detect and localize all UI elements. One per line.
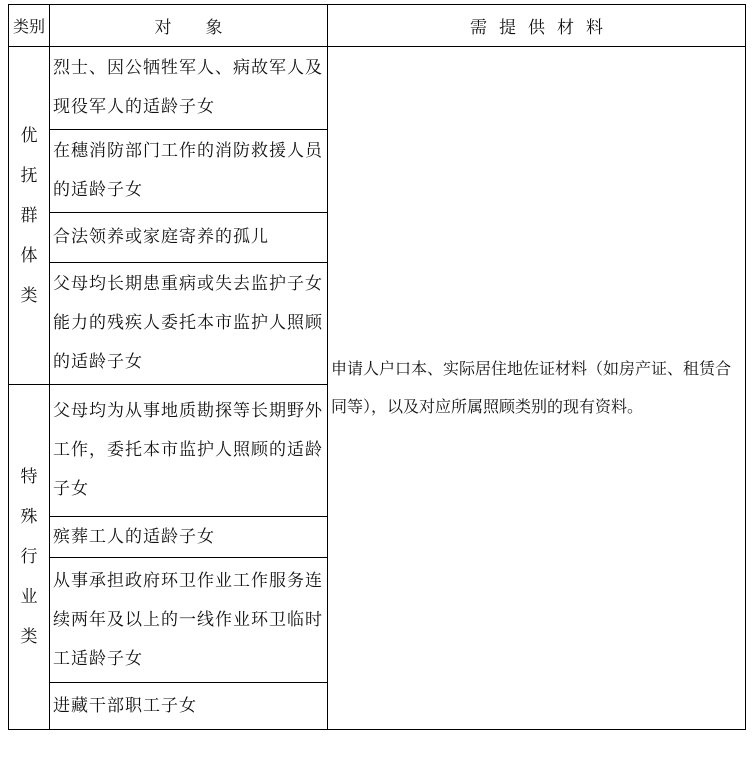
object-cell: 烈士、因公牺牲军人、病故军人及现役军人的适龄子女	[50, 47, 328, 130]
object-cell: 父母均长期患重病或失去监护子女能力的残疾人委托本市监护人照顾的适龄子女	[50, 263, 328, 385]
table-header-row	[9, 5, 746, 47]
header-materials: 需提供材料	[328, 5, 746, 47]
category-char: 类	[20, 627, 38, 647]
category-char: 特	[20, 467, 38, 487]
category-char: 群	[20, 205, 38, 226]
category-char: 业	[20, 587, 38, 607]
category-char: 体	[20, 245, 38, 266]
header-category: 类别	[9, 5, 50, 47]
table-row	[9, 47, 746, 130]
object-cell: 合法领养或家庭寄养的孤儿	[50, 213, 328, 263]
category-char: 行	[20, 547, 38, 567]
object-cell: 殡葬工人的适龄子女	[50, 517, 328, 558]
category-char: 优	[20, 125, 38, 146]
object-cell: 从事承担政府环卫作业工作服务连续两年及以上的一线作业环卫临时工适龄子女	[50, 558, 328, 683]
category-char: 殊	[20, 507, 38, 527]
object-cell: 进藏干部职工子女	[50, 683, 328, 730]
category-char: 类	[20, 285, 38, 306]
materials-table	[8, 4, 746, 730]
materials-cell: 申请人户口本、实际居住地佐证材料（如房产证、租赁合同等），以及对应所属照顾类别的现有资料。	[328, 47, 746, 730]
category-cell-preferential	[9, 47, 50, 385]
object-cell: 在穗消防部门工作的消防救援人员的适龄子女	[50, 130, 328, 213]
object-cell: 父母均为从事地质勘探等长期野外工作，委托本市监护人照顾的适龄子女	[50, 385, 328, 517]
category-char: 抚	[20, 165, 38, 186]
header-object: 对象	[50, 5, 328, 47]
category-cell-special-industry	[9, 385, 50, 730]
